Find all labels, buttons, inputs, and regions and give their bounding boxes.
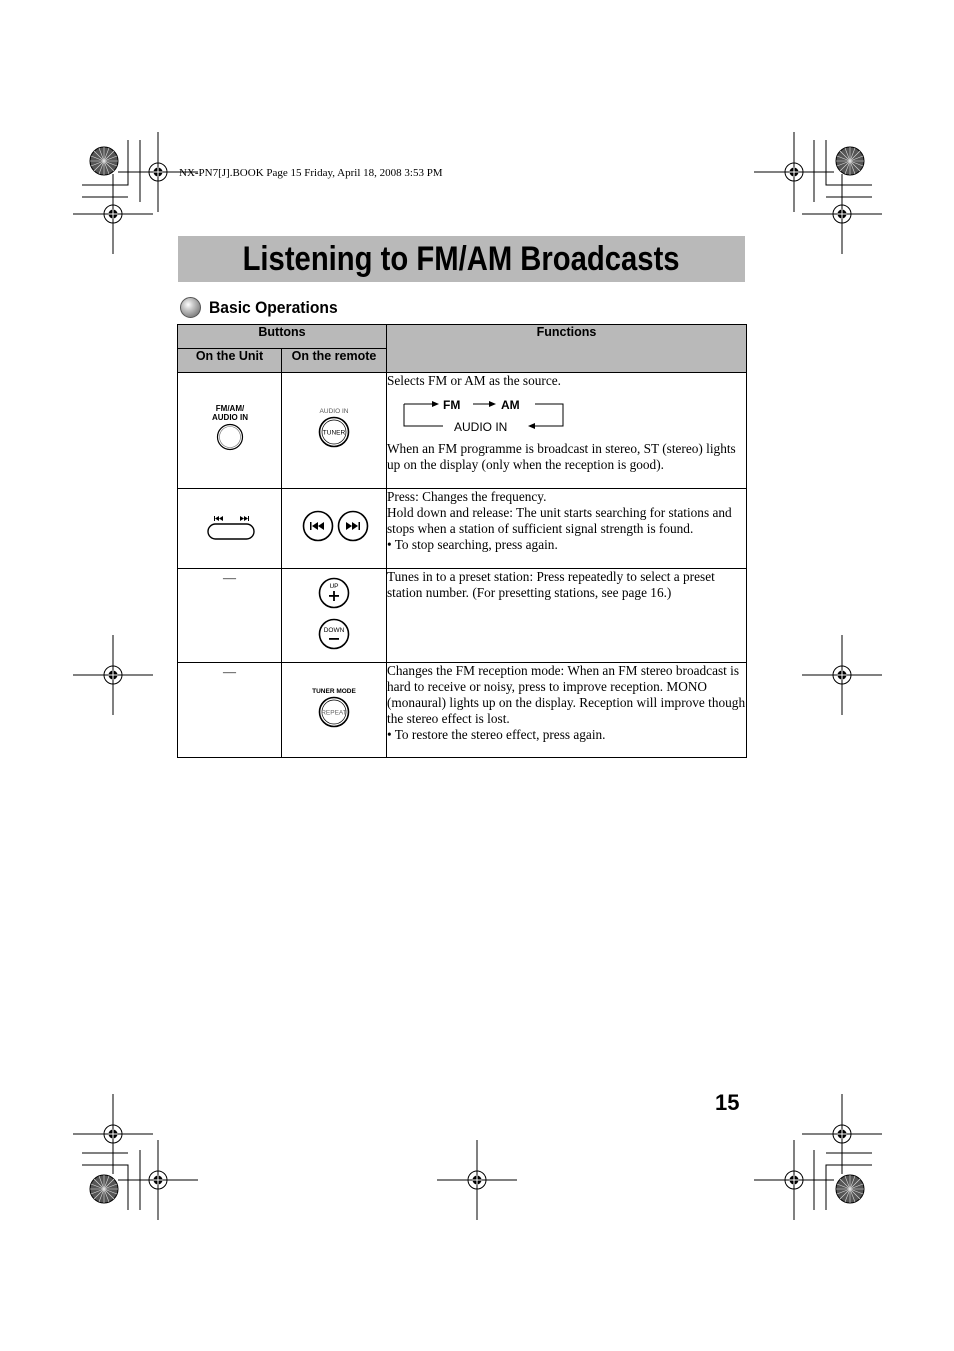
header-buttons: Buttons xyxy=(178,325,387,349)
page-title: Listening to FM/AM Broadcasts xyxy=(242,239,680,278)
svg-text:AUDIO IN: AUDIO IN xyxy=(212,413,248,422)
diagram-fm: FM xyxy=(443,398,461,412)
diagram-audio-in: AUDIO IN xyxy=(454,420,508,434)
header-functions: Functions xyxy=(387,325,747,373)
next-icon xyxy=(339,512,368,541)
tuner-mode-repeat-button-icon xyxy=(282,663,387,752)
section-heading xyxy=(180,297,349,318)
svg-text:UP: UP xyxy=(329,583,339,590)
remote-button-cell xyxy=(282,373,387,489)
svg-text:TUNER MODE: TUNER MODE xyxy=(312,688,356,695)
svg-text:FM/AM/: FM/AM/ xyxy=(215,404,245,413)
svg-text:REPEAT: REPEAT xyxy=(321,709,347,717)
function-line: • To stop searching, press again. xyxy=(387,537,558,552)
remote-button-cell xyxy=(282,663,387,758)
tuner-button-icon xyxy=(282,373,387,483)
up-plus-icon xyxy=(320,579,349,608)
header-on-remote: On the remote xyxy=(282,349,387,373)
no-button-dash: — xyxy=(223,664,236,679)
remote-button-cell xyxy=(282,489,387,569)
function-line: • To restore the stereo effect, press again. xyxy=(387,727,606,742)
function-text: Tunes in to a preset station: Press repeatedly to select a preset station number. (For presetting stations, see page 16.) xyxy=(387,569,715,600)
unit-button-cell xyxy=(178,569,282,663)
no-button-dash: — xyxy=(223,570,236,585)
function-line: Changes the FM reception mode: When an FM stereo broadcast is hard to receive or noisy, press to improve reception. MONO (monaural) lights up on the display. Reception will improve though the stereo effect is lost. xyxy=(387,663,746,726)
table-row xyxy=(178,569,747,663)
unit-button-cell xyxy=(178,373,282,489)
sphere-bullet-icon xyxy=(180,297,201,318)
remote-button-cell xyxy=(282,569,387,663)
function-cell xyxy=(387,489,747,569)
down-minus-icon xyxy=(320,620,349,649)
function-line: Hold down and release: The unit starts searching for stations and stops when a station of sufficient signal strength is found. xyxy=(387,505,732,536)
operations-table xyxy=(177,324,747,758)
table-row xyxy=(178,373,747,489)
table-row xyxy=(178,663,747,758)
function-line: Press: Changes the frequency. xyxy=(387,489,547,504)
function-intro: Selects FM or AM as the source. xyxy=(387,373,561,388)
page-title-bar xyxy=(178,236,745,282)
svg-text:TUNER: TUNER xyxy=(322,429,346,437)
svg-text:DOWN: DOWN xyxy=(323,627,345,634)
diagram-am: AM xyxy=(501,398,520,412)
header-on-unit: On the Unit xyxy=(178,349,282,373)
table-row xyxy=(178,489,747,569)
section-title: Basic Operations xyxy=(209,297,338,317)
fm-am-audio-in-button-icon xyxy=(178,373,282,483)
previous-icon xyxy=(304,512,333,541)
unit-button-cell xyxy=(178,663,282,758)
remote-skip-buttons xyxy=(282,489,387,563)
function-cell xyxy=(387,373,747,489)
source-cycle-diagram xyxy=(387,393,746,437)
up-down-buttons xyxy=(282,569,387,657)
page-number: 15 xyxy=(715,1090,740,1115)
function-cell xyxy=(387,569,747,663)
function-text: When an FM programme is broadcast in stereo, ST (stereo) lights up on the display (only when the reception is good). xyxy=(387,441,736,472)
function-cell xyxy=(387,663,747,758)
svg-text:AUDIO IN: AUDIO IN xyxy=(319,408,349,415)
unit-button-cell xyxy=(178,489,282,569)
print-info: NX-PN7[J].BOOK Page 15 Friday, April 18, 2008 3:53 PM xyxy=(179,167,443,179)
skip-button-icon xyxy=(178,489,282,563)
